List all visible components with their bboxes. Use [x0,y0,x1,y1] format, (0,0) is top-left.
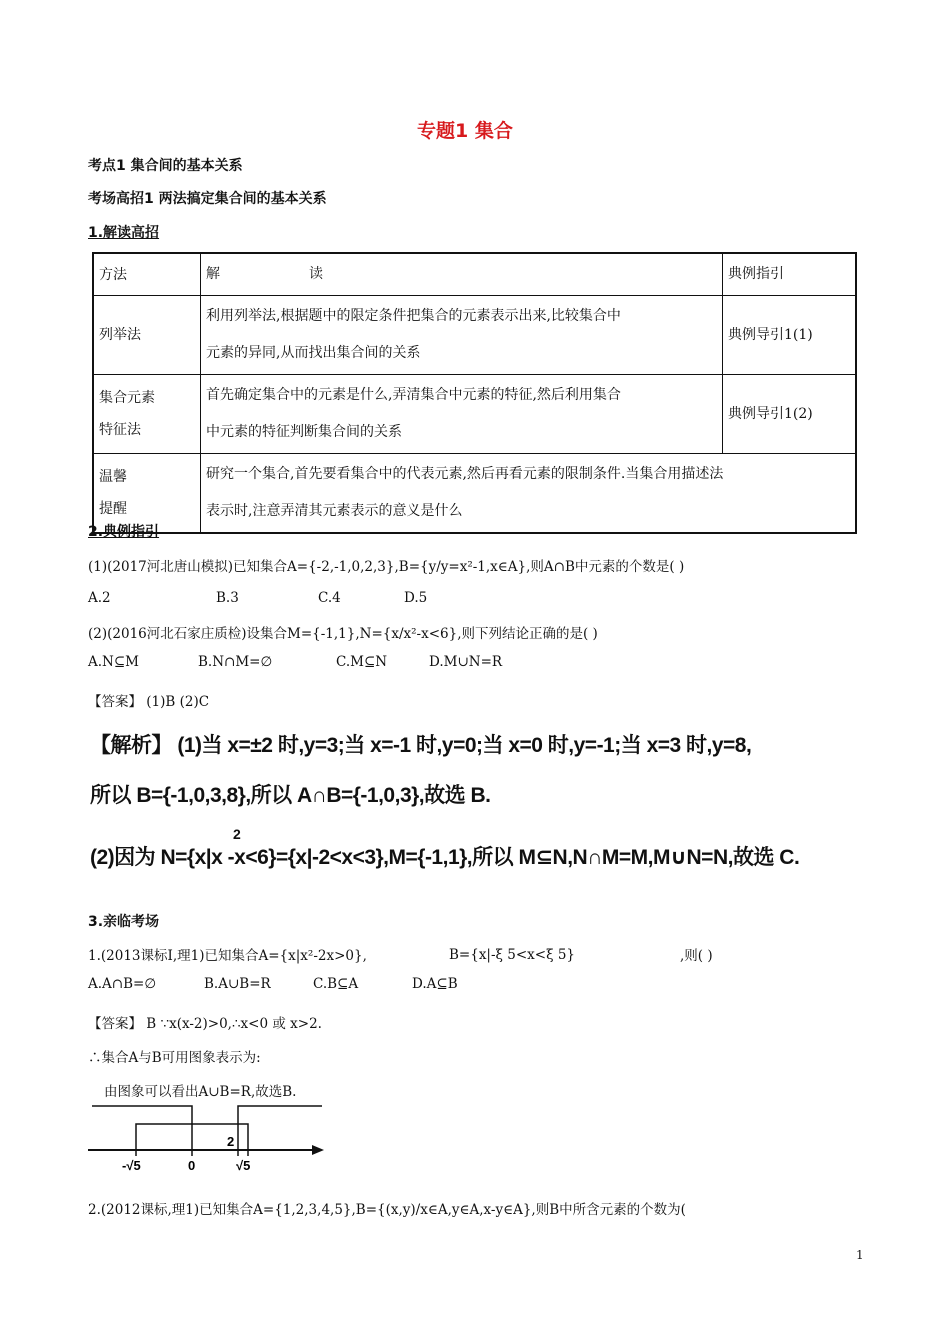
table-row [93,375,856,454]
p1-option: B.A∪B=R [204,976,271,992]
method-cell [93,296,201,375]
desc-line: 元素的异同,从而找出集合间的关系 [206,345,421,361]
problem-1-tail: ,则( ) [680,948,713,964]
label-neg-sqrt5: -√5 [122,1158,141,1173]
label-two: 2 [227,1134,235,1149]
ref-cell: 典例导引1(2) [723,375,857,454]
q2-option: B.N∩M=∅ [198,654,273,670]
ref-cell: 典例导引1(1) [723,296,857,375]
question-2: (2)(2016河北石家庄质检)设集合M={-1,1},N={x/x²-x<6},则下列结论正确的是( ) [88,626,598,642]
table-header-cell: 典例指引 [723,253,857,296]
table-row [93,296,856,375]
q1-option: A.2 [88,590,111,606]
method-line: 列举法 [99,327,141,343]
q2-option: D.M∪N=R [429,654,503,670]
desc-line: 表示时,注意弄清其元素表示的意义是什么 [206,503,463,519]
answer-1: 【答案】 (1)B (2)C [88,694,210,710]
table-header-cell: 解 读 [201,253,723,296]
number-line-figure [84,1104,328,1176]
section2-heading: 2.典例指引 [88,524,160,540]
method-line: 特征法 [99,422,141,438]
desc-line: 中元素的特征判断集合间的关系 [206,424,402,440]
table-header-row [93,253,856,296]
table-row [93,454,856,534]
analysis-superscript: 2 [233,826,241,842]
desc-line: 研究一个集合,首先要看集合中的代表元素,然后再看元素的限制条件.当集合用描述法 [206,466,724,482]
problem-1-stem: 1.(2013课标Ⅰ,理1)已知集合A={x|x²-2x>0}, [88,948,367,964]
method-table [92,252,857,534]
section3-heading: 3.亲临考场 [88,914,160,930]
p1-note-1: ∴集合A与B可用图象表示为: [88,1050,261,1066]
q2-option: C.M⊆N [336,654,388,670]
analysis-line-3: (2)因为 N={x|x -x<6}={x|-2<x<3},M={-1,1},所以 M⊆N,N∩M=M,M∪N=N,故选 C. [90,846,800,869]
desc-cell [201,375,723,454]
p1-option: C.B⊆A [313,976,359,992]
section1-heading: 1.解读高招 [88,225,160,241]
page-title: 专题1 集合 [417,120,513,142]
label-pos-sqrt5: √5 [236,1158,251,1173]
gaozhao-heading: 考场高招1 两法搞定集合间的基本关系 [88,191,327,207]
analysis-line-2: 所以 B={-1,0,3,8},所以 A∩B={-1,0,3},故选 B. [90,784,491,807]
method-line: 提醒 [99,501,127,517]
p1-option: A.A∩B=∅ [88,976,157,992]
desc-line: 利用列举法,根据题中的限定条件把集合的元素表示出来,比较集合中 [206,308,621,324]
desc-cell [201,296,723,375]
question-1: (1)(2017河北唐山模拟)已知集合A={-2,-1,0,2,3},B={y/y=x²-1,x∈A},则A∩B中元素的个数是( ) [88,559,685,575]
problem-2: 2.(2012课标,理1)已知集合A={1,2,3,4,5},B={(x,y)/x∈A,y∈A,x-y∈A},则B中所含元素的个数为( [88,1202,686,1218]
p1-option: D.A⊆B [412,976,458,992]
q1-option: B.3 [216,590,239,606]
q1-option: C.4 [318,590,341,606]
method-cell [93,375,201,454]
desc-line: 首先确定集合中的元素是什么,弄清集合中元素的特征,然后利用集合 [206,387,621,403]
desc-cell [201,454,857,534]
analysis-line-1: 【解析】 (1)当 x=±2 时,y=3;当 x=-1 时,y=0;当 x=0 时,y=-1;当 x=3 时,y=8, [90,734,752,757]
p1-note-2: 由图象可以看出A∪B=R,故选B. [104,1084,297,1100]
kaodian-heading: 考点1 集合间的基本关系 [88,158,243,174]
p1-answer: 【答案】 B ∵x(x-2)>0,∴x<0 或 x>2. [88,1016,322,1032]
problem-1-set-b: B={x|-ξ 5̄<x<ξ 5̄} [449,947,576,963]
method-line: 集合元素 [99,390,155,406]
page-number: 1 [856,1248,864,1262]
label-zero: 0 [188,1158,196,1173]
q1-option: D.5 [404,590,428,606]
method-line: 温馨 [99,469,127,485]
table-header-cell: 方法 [93,253,201,296]
q2-option: A.N⊆M [88,654,139,670]
